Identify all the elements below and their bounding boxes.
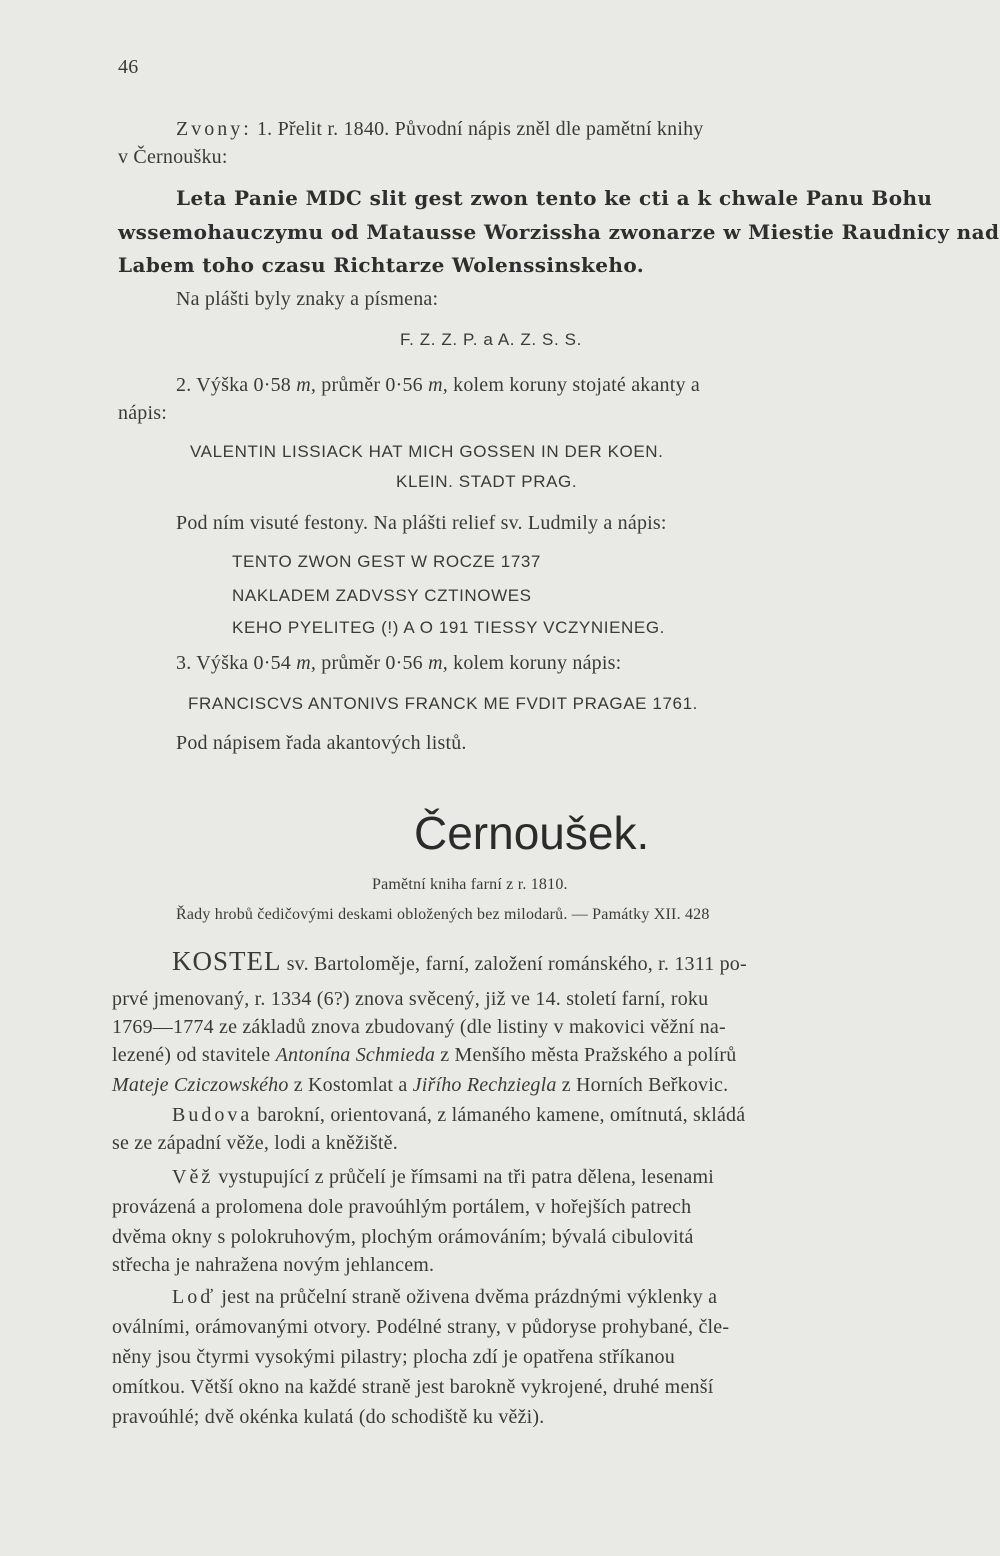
budova-label: Budova	[172, 1104, 253, 1126]
kostel-text: z Menšího města Pražského a polírů	[440, 1044, 737, 1066]
bell3-inscription: FRANCISCVS ANTONIVS FRANCK ME FVDIT PRAGAE 1761.	[188, 694, 698, 713]
zvony-line-2: v Černoušku:	[118, 146, 228, 168]
gothic-line-3: Labem toho czasu Richtarze Wolenssinskeho.	[118, 253, 645, 277]
bell2-height: 2. Výška 0·58	[176, 374, 292, 396]
bell2-inscription-1: VALENTIN LISSIACK HAT MICH GOSSEN IN DER KOEN.	[190, 442, 664, 461]
unit-m: m,	[428, 374, 448, 396]
kostel-line-5	[112, 1074, 728, 1097]
lod-line-5: pravoúhlé; dvě okénka kulatá (do schodiště ku věži).	[112, 1406, 545, 1428]
plasti-text: Na plášti byly znaky a písmena:	[176, 288, 439, 310]
zvony-label: Zvony:	[176, 118, 252, 140]
budova-line-2: se ze západní věže, lodi a kněžiště.	[112, 1132, 398, 1154]
vez-line-1	[172, 1166, 714, 1189]
bell2-inscription-4: NAKLADEM ZADVSSY CZTINOWES	[232, 586, 532, 605]
kostel-line-1	[172, 946, 747, 977]
kostel-line-4	[112, 1044, 736, 1067]
vez-line-4: střecha je nahražena novým jehlancem.	[112, 1254, 435, 1276]
bell2-inscription-2: KLEIN. STADT PRAG.	[396, 472, 578, 491]
bell3-crown: kolem koruny nápis:	[453, 652, 622, 674]
lod-line-1	[172, 1286, 717, 1309]
bell2-inscription-5: KEHO PYELITEG (!) A O 191 TIESSY VCZYNIENEG.	[232, 618, 665, 637]
kostel-line-3: 1769—1774 ze základů znova zbudovaný (dle listiny v makovici věžní na-	[112, 1016, 726, 1038]
budova-line-1	[172, 1104, 745, 1127]
unit-m: m,	[296, 652, 317, 674]
unit-m: m,	[296, 374, 317, 396]
kostel-text: lezené) od stavitele	[112, 1044, 271, 1066]
plasti-letters: F. Z. Z. P. a A. Z. S. S.	[400, 330, 582, 349]
bell2-diameter: průměr 0·56	[321, 374, 423, 396]
zvony-line-1	[176, 118, 704, 141]
polier-name-1: Mateje Cziczowského	[112, 1074, 289, 1096]
kostel-text: sv. Bartoloměje, farní, založení románského, r. 1311 po-	[286, 953, 747, 975]
bell2-below: Pod ním visuté festony. Na plášti relief sv. Ludmily a nápis:	[176, 512, 667, 534]
lod-text: jest na průčelní straně oživena dvěma prázdnými výklenky a	[221, 1286, 718, 1308]
kostel-text: z Horních Beřkovic.	[561, 1074, 729, 1096]
bell3-below: Pod nápisem řada akantových listů.	[176, 732, 467, 754]
bell2-crown: kolem koruny stojaté akanty a	[453, 374, 700, 396]
section-source: Pamětní kniha farní z r. 1810.	[372, 876, 568, 893]
vez-line-3: dvěma okny s polokruhovým, plochým orámováním; bývalá cibulovitá	[112, 1226, 694, 1248]
lod-line-3: něny jsou čtyrmi vysokými pilastry; plocha zdí je opatřena stříkanou	[112, 1346, 675, 1368]
bell2-line-2: nápis:	[118, 402, 167, 424]
gothic-line-2: wssemohauczymu od Matausse Worzissha zwonarze w Miestie Raudnicy nad	[118, 220, 1000, 244]
lod-line-4: omítkou. Větší okno na každé straně jest barokně vykrojené, druhé menší	[112, 1376, 714, 1398]
vez-line-2: provázená a prolomena dole pravoúhlým portálem, v hořejších patrech	[112, 1196, 692, 1218]
polier-name-2: Jiřího Rechziegla	[412, 1074, 557, 1096]
budova-text: barokní, orientovaná, z lámaného kamene, omítnutá, skládá	[257, 1104, 746, 1126]
bell3-line-1	[176, 652, 621, 675]
bell3-height: 3. Výška 0·54	[176, 652, 292, 674]
kostel-line-2: prvé jmenovaný, r. 1334 (6?) znova svěcený, již ve 14. století farní, roku	[112, 988, 709, 1010]
builder-name: Antonína Schmieda	[275, 1044, 436, 1066]
lod-label: Loď	[172, 1286, 217, 1308]
kostel-text: z Kostomlat a	[293, 1074, 408, 1096]
vez-label: Věž	[172, 1166, 214, 1188]
zvony-text: 1. Přelit r. 1840. Původní nápis zněl dle pamětní knihy	[256, 118, 704, 140]
gothic-line-1: Leta Panie MDC slit gest zwon tento ke cti a k chwale Panu Bohu	[176, 186, 933, 210]
bell3-diameter: průměr 0·56	[321, 652, 423, 674]
section-title: Černoušek.	[414, 807, 650, 859]
section-graves: Řady hrobů čedičovými deskami obložených bez milodarů. — Památky XII. 428	[176, 906, 710, 923]
page-number: 46	[118, 56, 139, 78]
unit-m: m,	[428, 652, 448, 674]
lod-line-2: oválními, orámovanými otvory. Podélné strany, v půdoryse prohybané, čle-	[112, 1316, 730, 1338]
bell2-inscription-3: TENTO ZWON GEST W ROCZE 1737	[232, 552, 541, 571]
bell2-line-1	[176, 374, 700, 397]
vez-text: vystupující z průčelí je římsami na tři patra dělena, lesenami	[218, 1166, 714, 1188]
kostel-heading: KOSTEL	[172, 946, 282, 976]
